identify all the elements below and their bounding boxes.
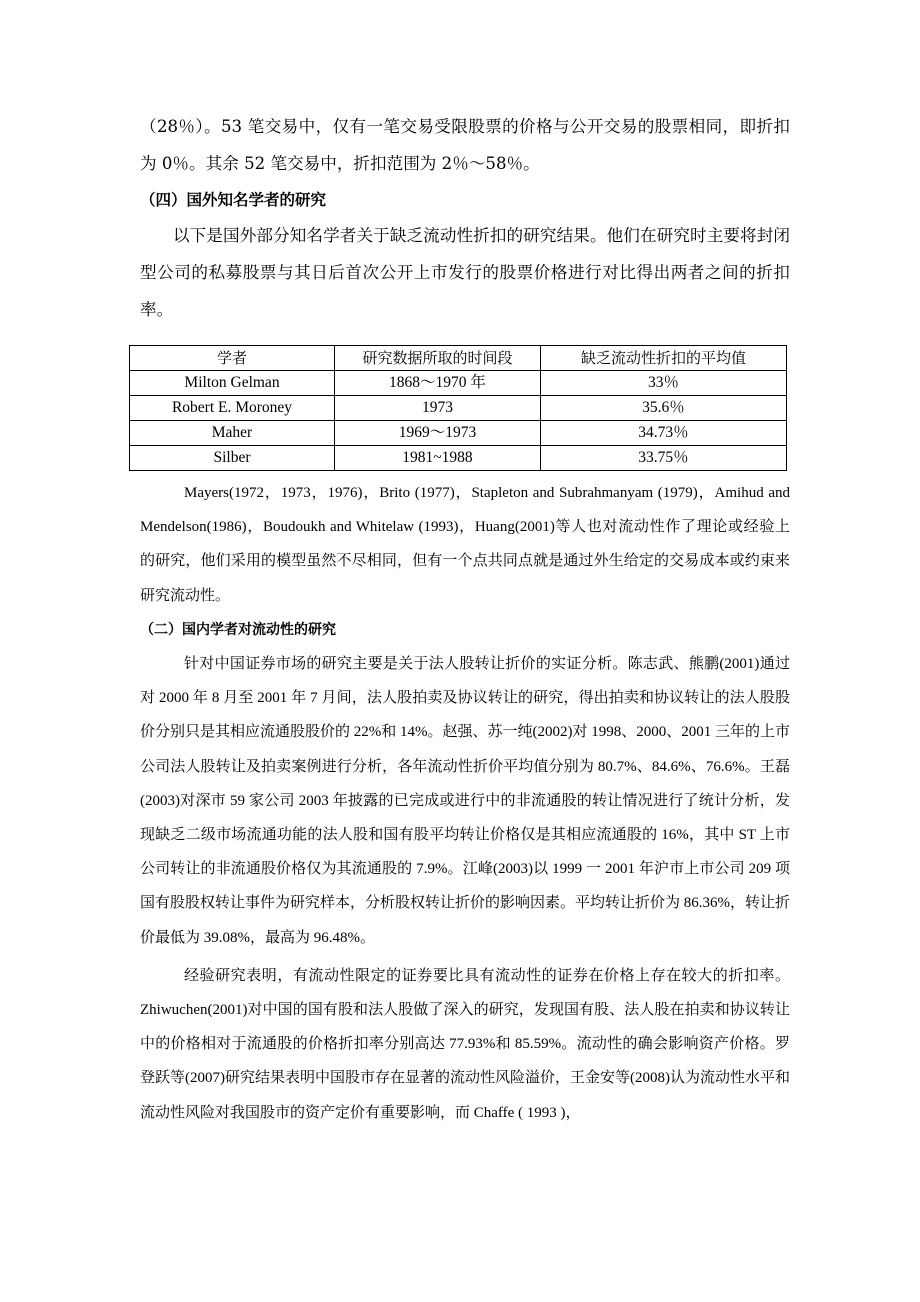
table-cell: Milton Gelman xyxy=(130,371,335,396)
table-cell: 1969～1973 xyxy=(335,421,541,446)
table-cell: 1981~1988 xyxy=(335,446,541,471)
section-upper xyxy=(140,108,790,328)
table-cell: 1868～1970 年 xyxy=(335,371,541,396)
table-row xyxy=(130,371,787,396)
table-cell: 33％ xyxy=(541,371,787,396)
table-cell: 34.73％ xyxy=(541,421,787,446)
table-cell: Robert E. Moroney xyxy=(130,396,335,421)
table-header-row xyxy=(130,346,787,371)
table-row xyxy=(130,446,787,471)
paragraph-mayers: Mayers(1972，1973，1976)，Brito (1977)，Stapleton and Subrahmanyam (1979)，Amihud and Mendelson(1986)，Boudoukh and Whitelaw (1993)，Huang(2001)等人也对流动性作了理论或经验上的研究，他们采用的模型虽然不尽相同，但有一个点共同点就是通过外生给定的交易成本或约束来研究流动性。 xyxy=(140,485,790,604)
table-cell: Silber xyxy=(130,446,335,471)
table-header-cell: 学者 xyxy=(130,346,335,371)
table-cell: 1973 xyxy=(335,396,541,421)
discount-table xyxy=(129,345,787,471)
table-row xyxy=(130,421,787,446)
paragraph-domestic: 针对中国证券市场的研究主要是关于法人股转让折价的实证分析。陈志武、熊鹏(2001)通过对 2000 年 8 月至 2001 年 7 月间，法人股拍卖及协议转让的研究，得出拍卖和协议转让的法人股股价分别只是其相应流通股股价的 22%和 14%。赵强、苏一纯(2002)对 1998、2000、2001 三年的上市公司法人股转让及拍卖案例进行分析，各年流动性折价平均值分别为 80.7%、84.6%、76.6%。王磊(2003)对深市 59 家公司 2003 年披露的已完成或进行中的非流通股的转让情况进行了统计分析，发现缺乏二级市场流通功能的法人股和国有股平均转让价格仅是其相应流通股的 16%，其中 ST 上市公司转让的非流通股价格仅为其流通股的 7.9%。江峰(2003)以 1999 一 2001 年沪市上市公司 209 项国有股股权转让事件为研究样本，分析股权转让折价的影响因素。平均转让折价为 86.36%，转让折价最低为 39.08%，最高为 96.48%。 xyxy=(140,656,790,946)
table-cell: 35.6％ xyxy=(541,396,787,421)
paragraph-foreign-intro: 以下是国外部分知名学者关于缺乏流动性折扣的研究结果。他们在研究时主要将封闭型公司的私募股票与其日后首次公开上市发行的股票价格进行对比得出两者之间的折扣率。 xyxy=(140,226,790,319)
table-header-cell: 缺乏流动性折扣的平均值 xyxy=(541,346,787,371)
table-header-cell: 研究数据所取的时间段 xyxy=(335,346,541,371)
table-cell: Maher xyxy=(130,421,335,446)
section-lower xyxy=(140,476,790,1130)
table-cell: 33.75％ xyxy=(541,446,787,471)
heading-foreign-scholars: （四）国外知名学者的研究 xyxy=(140,191,327,209)
table-row xyxy=(130,396,787,421)
heading-domestic-scholars: （二）国内学者对流动性的研究 xyxy=(140,621,336,638)
paragraph-discount-range: （28％）。53 笔交易中，仅有一笔交易受限股票的价格与公开交易的股票相同，即折扣为 0％。其余 52 笔交易中，折扣范围为 2％～58％。 xyxy=(140,117,790,173)
paragraph-empirical: 经验研究表明，有流动性限定的证券要比具有流动性的证券在价格上存在较大的折扣率。Zhiwuchen(2001)对中国的国有股和法人股做了深入的研究，发现国有股、法人股在拍卖和协议转让中的价格相对于流通股的价格折扣率分别高达 77.93%和 85.59%。流动性的确会影响资产价格。罗登跃等(2007)研究结果表明中国股市存在显著的流动性风险溢价，王金安等(2008)认为流动性水平和流动性风险对我国股市的资产定价有重要影响，而 Chaffe ( 1993 )， xyxy=(140,967,790,1121)
